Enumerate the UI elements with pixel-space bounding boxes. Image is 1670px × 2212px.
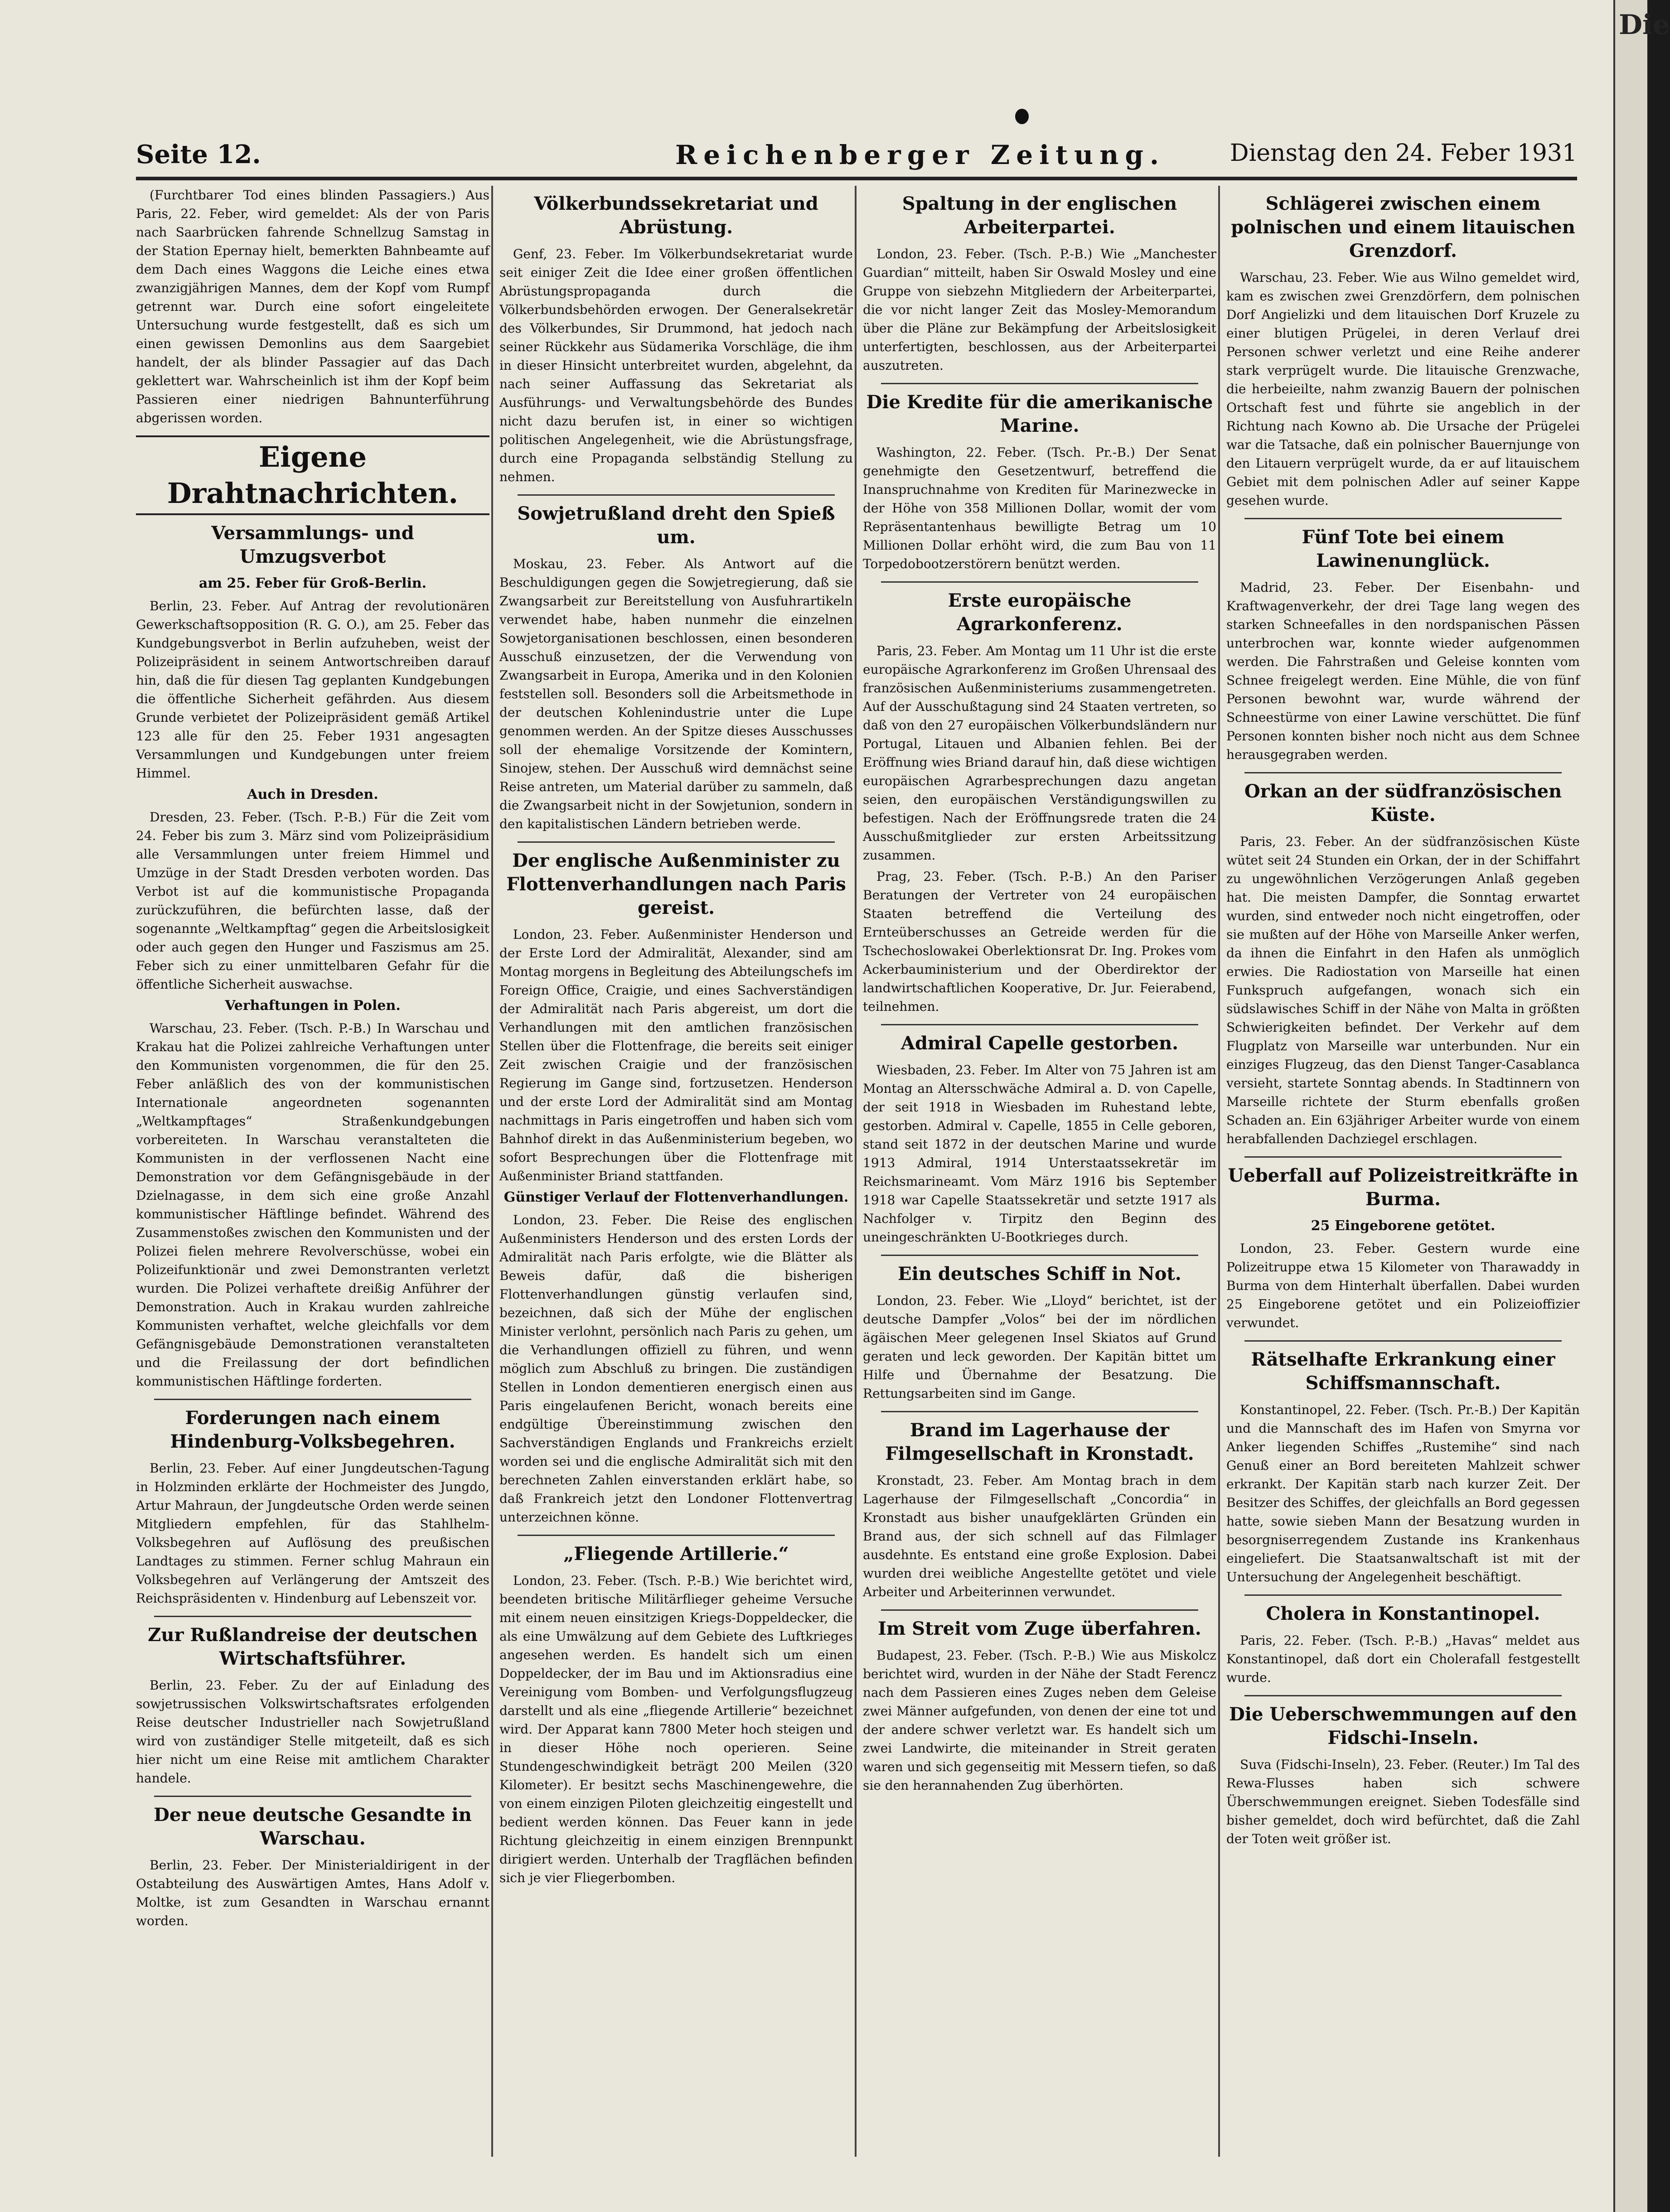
article (1226, 780, 1580, 1148)
article-title: Erste europäische Agrarkonferenz. (948, 590, 1132, 635)
article-body: Paris, 23. Feber. Am Montag um 11 Uhr ist die erste europäische Agrarkonferenz im Großen Uhrensaal des französischen Außenministeriums zusammengetreten. Auf der Ausschußtagung sind 24 Staaten vertreten, so daß von den 27 europäischen Völkerbundsländern nur Portugal, Litauen und Albanien fehlen. Bei der Eröffnung wies Briand darauf hin, daß diese wichtigen europäischen Agrarbesprechungen dazu angetan seien, den europäischen Verständigungswillen zu befestigen. Nach der Eröffnungsrede traten die 24 Ausschußmitglieder zur ersten Arbeitssitzung zusammen. (863, 643, 1216, 863)
article-separator (1244, 1156, 1562, 1158)
article-body: Suva (Fidschi-Inseln), 23. Feber. (Reuter.) Im Tal des Rewa-Flusses haben sich schwere Überschwemmungen ereignet. Sieben Todesfälle sind bisher gemeldet, doch wird befürchtet, daß die Zahl der Toten weit größer ist. (1226, 1757, 1580, 1846)
article-body: Moskau, 23. Feber. Als Antwort auf die Beschuldigungen gegen die Sowjetregierung, daß sie Zwangsarbeit zur Bereitstellung von Ausfuhrartikeln verwendet habe, haben nunmehr die einzelnen Sowjetorganisationen beschlossen, einen besonderen Ausschuß einzusetzen, der die Verwendung von Zwangsarbeit in Europa, Amerika und in den Kolonien feststellen soll. Besonders soll die Arbeitsmethode in der deutschen Kohlenindustrie unter die Lupe genommen werden. An der Spitze dieses Ausschusses soll der ehemalige Vorsitzende der Komintern, Sinojew, stehen. Der Ausschuß wird demnächst seine Reise antreten, um Material darüber zu sammeln, daß die Zwangsarbeit nicht in der Sowjetunion, sondern in den kapitalistischen Ländern betrieben werde. (499, 556, 853, 831)
article-separator (154, 1796, 471, 1797)
article-title: Der englische Außenminister zu Flottenverhandlungen nach Paris gereist. (506, 850, 846, 918)
issue-date: Dienstag den 24. Feber 1931 (1230, 140, 1577, 167)
article-separator (881, 1024, 1198, 1025)
article (863, 1032, 1216, 1246)
article-subtitle: 25 Eingeborene getötet. (1311, 1218, 1496, 1234)
article-body: Washington, 22. Feber. (Tsch. Pr.-B.) Der Senat genehmigte den Gesetzentwurf, betreffend die Inanspruchnahme von Krediten für Marinezwecke in der Höhe von 358 Millionen Dollar, womit der vom Repräsentantenhaus bewilligte Betrag um 10 Millionen Dollar erhöht wird, die zum Bau von 11 Torpedobootzerstörern benützt werden. (863, 445, 1216, 571)
article (863, 1262, 1216, 1403)
article (499, 502, 853, 833)
ink-dot (1015, 109, 1029, 124)
article-title: Brand im Lagerhause der Filmgesellschaft in Kronstadt. (885, 1420, 1194, 1464)
article-separator (881, 581, 1198, 583)
article-body: Madrid, 23. Feber. Der Eisenbahn- und Kraftwagenverkehr, der drei Tage lang wegen des starken Schneefalles in den nordspanischen Pässen unterbrochen war, konnte wieder aufgenommen werden. Die Fahrstraßen und Geleise konnten vom Schnee freigelegt werden. Eine Mühle, die von fünf Personen bewohnt war, wurde während der Schneestürme von einer Lawine verschüttet. Die fünf Personen konnten bisher noch nicht aus dem Schnee herausgegraben werden. (1226, 580, 1580, 762)
article-body: Wiesbaden, 23. Feber. Im Alter von 75 Jahren ist am Montag an Altersschwäche Admiral a. D. von Capelle, der seit 1918 in Wiesbaden im Ruhestand lebte, gestorben. Admiral v. Capelle, 1855 in Celle geboren, stand seit 1872 in der deutschen Marine und wurde 1913 Admiral, 1914 Unterstaatssekretär im Reichsmarineamt. Vom März 1916 bis September 1918 war Capelle Staatssekretär und setzte 1917 als Nachfolger v. Tirpitz den Beginn des uneingeschränkten U-Bootkrieges durch. (863, 1063, 1216, 1245)
column-rule (855, 186, 857, 2157)
article-title: Zur Rußlandreise der deutschen Wirtschaftsführer. (148, 1624, 478, 1669)
article-separator (881, 1411, 1198, 1412)
article-separator (1244, 1340, 1562, 1342)
article-title: Sowjetrußland dreht den Spieß um. (517, 503, 835, 548)
article (863, 1617, 1216, 1795)
article-title: Spaltung in der englischen Arbeiterpartei. (902, 193, 1177, 238)
adjacent-page-text: Die (1619, 9, 1670, 41)
article-subtitle: am 25. Feber für Groß-Berlin. (198, 575, 427, 591)
article (863, 589, 1216, 1016)
article-body: Prag, 23. Feber. (Tsch. P.-B.) An den Pariser Beratungen der Vertreter von 24 europäischen Staaten betreffend die Verteilung des Ernteüberschusses an Getreide werden für die Tschechoslowakei Oberlektionsrat Dr. Ing. Prokes vom Ackerbauministerium und der Oberdirektor der landwirtschaftlichen Kooperative, Dr. Jur. Feierabend, teilnehmen. (863, 869, 1216, 1014)
article-separator (881, 1609, 1198, 1611)
article-title: Die Ueberschwemmungen auf den Fidschi-Inseln. (1229, 1704, 1577, 1748)
article (1226, 1164, 1580, 1332)
article-subtitle: Verhaftungen in Polen. (225, 998, 401, 1014)
article-separator (881, 383, 1198, 384)
article-title: Admiral Capelle gestorben. (900, 1033, 1179, 1054)
article-separator (154, 1616, 471, 1617)
article (863, 1419, 1216, 1601)
article-body: London, 23. Feber. Außenminister Henderson und der Erste Lord der Admiralität, Alexander, sind am Montag morgens in Begleitung des Abteilungschefs im Foreign Office, Craigie, und eines Sachverständigen der Admiralität nach Paris abgereist, um dort die Verhandlungen mit den amtlichen französischen Stellen über die Flottenfrage, die bereits seit einiger Zeit zwischen Craigie und der französischen Regierung im Gange sind, fortzusetzen. Henderson und der erste Lord der Admiralität sind am Montag nachmittags in Paris eingetroffen und haben sich vom Bahnhof direkt in das Außenministerium begeben, wo sofort Besprechungen über die Flottenfrage mit Außenminister Briand stattfanden. (499, 927, 853, 1183)
article-title: Versammlungs- und Umzugsverbot (211, 522, 414, 567)
article-body: London, 23. Feber. (Tsch. P.-B.) Wie berichtet wird, beendeten britische Militärflieger geheime Versuche mit einem neuen einsitzigen Kriegs-Doppeldecker, die als eine Umwälzung auf dem Gebiete des Luftkrieges angesehen werden. Es handelt sich um einen Doppeldecker, der im Bau und im Aktionsradius eine Vereinigung vom Bomben- und Verfolgungsflugzeug darstellt und als eine „fliegende Artillerie“ bezeichnet wird. Der Apparat kann 7800 Meter hoch steigen und in dieser Höhe noch operieren. Seine Stundengeschwindigkeit beträgt 200 Meilen (320 Kilometer). Er besitzt sechs Maschinengewehre, die von einem einzigen Piloten gleichzeitig eingestellt und bedient werden können. Das Feuer kann in jede Richtung gleichzeitig in einem einzigen Brennpunkt dirigiert werden. Unterhalb der Tragflächen befinden sich je vier Fliegerbomben. (499, 1573, 853, 1885)
article-body: Konstantinopel, 22. Feber. (Tsch. Pr.-B.) Der Kapitän und die Mannschaft des im Hafen von Smyrna vor Anker liegenden Schiffes „Rustemihe“ sind nach Genuß einer an Bord bereiteten Mahlzeit schwer erkrankt. Der Kapitän starb nach kurzer Zeit. Der Besitzer des Schiffes, der gleichfalls an Bord gegessen hatte, sowie sieben Mann der Besatzung wurden in besorgniserregendem Zustande ins Krankenhaus eingeliefert. Die Staatsanwaltschaft ist mit der Untersuchung der Angelegenheit beschäftigt. (1226, 1402, 1580, 1584)
article-separator (881, 1255, 1198, 1256)
column-2 (499, 186, 853, 2157)
article (1226, 526, 1580, 764)
article-separator (1244, 518, 1562, 519)
column-1 (136, 186, 489, 2157)
article-title: Schlägerei zwischen einem polnischen und einem litauischen Grenzdorf. (1231, 193, 1575, 261)
article-title: Cholera in Konstantinopel. (1266, 1603, 1540, 1624)
article-body: Warschau, 23. Feber. (Tsch. P.-B.) In Warschau und Krakau hat die Polizei zahlreiche Verhaftungen unter den Kommunisten vorgenommen, die für den 25. Feber anläßlich des von der kommunistischen Internationale angeordneten sogenannten „Weltkampftages“ Straßenkundgebungen vorbereiteten. In Warschau veranstalteten die Kommunisten in der verflossenen Nacht eine Demonstration vor dem Gefängnisgebäude in der Dzielnagasse, in dem sich eine große Anzahl kommunistischer Häftlinge befindet. Während des Zusammenstoßes zwischen den Kommunisten und der Polizei fielen mehrere Revolverschüsse, wobei ein Polizeifunktionär und zwei Demonstranten verletzt wurden. Die Polizei verhaftete dreißig Anführer der Demonstration. Auch in Krakau wurden zahlreiche Kommunisten verhaftet, welche gleichfalls vor dem Gefängnisgebäude Demonstrationen veranstalteten und die Freilassung der dort befindlichen kommunistischen Häftlinge forderten. (136, 1021, 489, 1389)
article-separator (518, 1535, 835, 1536)
article-title: Völkerbundssekretariat und Abrüstung. (534, 193, 818, 238)
article (863, 192, 1216, 375)
article-body: London, 23. Feber. Wie „Lloyd“ berichtet, ist der deutsche Dampfer „Volos“ bei der im nördlichen ägäischen Meer gelegenen Insel Skiatos auf Grund geraten und leck geworden. Der Kapitän bittet um Hilfe und Übernahme der Besatzung. Die Rettungsarbeiten sind im Gange. (863, 1293, 1216, 1401)
article (136, 186, 489, 427)
article-body: Berlin, 23. Feber. Der Ministerialdirigent in der Ostabteilung des Auswärtigen Amtes, Hans Adolf v. Moltke, ist zum Gesandten in Warschau ernannt worden. (136, 1858, 489, 1928)
article-body: Genf, 23. Feber. Im Völkerbundsekretariat wurde seit einiger Zeit die Idee einer großen öffentlichen Abrüstungspropaganda durch die Völkerbundsbehörden erwogen. Der Generalsekretär des Völkerbundes, Sir Drummond, hat jedoch nach seiner Rückkehr aus Südamerika Vorschläge, die ihm in dieser Hinsicht unterbreitet wurden, abgelehnt, da nach seiner Auffassung das Sekretariat als Ausführungs- und Verwaltungsbehörde des Bundes nicht dazu berufen ist, in einer so wichtigen politischen Angelegenheit, wie die Abrüstungsfrage, durch eine Propaganda selbständig Stellung zu nehmen. (499, 246, 853, 484)
article-body: Paris, 22. Feber. (Tsch. P.-B.) „Havas“ meldet aus Konstantinopel, daß dort ein Cholerafall festgestellt wurde. (1226, 1633, 1580, 1685)
article-title: „Fliegende Artillerie.“ (563, 1543, 789, 1565)
article (863, 391, 1216, 573)
article-title: Fünf Tote bei einem Lawinenunglück. (1302, 526, 1505, 571)
article (1226, 1348, 1580, 1586)
article (499, 1542, 853, 1887)
article-title: Forderungen nach einem Hindenburg-Volksbegehren. (170, 1407, 455, 1452)
article-title: Rätselhafte Erkrankung einer Schiffsmannschaft. (1251, 1349, 1555, 1394)
article (499, 192, 853, 486)
article (136, 1406, 489, 1608)
column-3 (863, 186, 1216, 2157)
article (1226, 1703, 1580, 1848)
article (136, 522, 489, 1391)
article-separator (154, 1399, 471, 1400)
article-title: Der neue deutsche Gesandte in Warschau. (154, 1804, 472, 1849)
article-body: London, 23. Feber. (Tsch. P.-B.) Wie „Manchester Guardian“ mitteilt, haben Sir Oswald Mosley und eine Gruppe von siebzehn Mitgliedern der Arbeiterpartei, die vor nicht langer Zeit das Mosley-Memorandum über die Pläne zur Bekämpfung der Arbeitslosigkeit unterfertigten, beschlossen, aus der Arbeiterpartei auszutreten. (863, 246, 1216, 373)
page-number: Seite 12. (136, 140, 261, 169)
article (1226, 192, 1580, 510)
column-rule (491, 186, 493, 2157)
article-title: Orkan an der südfranzösischen Küste. (1244, 781, 1562, 826)
article-body: Berlin, 23. Feber. Auf einer Jungdeutschen-Tagung in Holzminden erklärte der Hochmeister des Jungdo, Artur Mahraun, der Jungdeutsche Orden werde seinen Mitgliedern empfehlen, für das Stahlhelm-Volksbegehren auf Auflösung des preußischen Landtages zu stimmen. Ferner schlug Mahraun ein Volksbegehren auf Verlängerung der Amtszeit des Reichspräsidenten v. Hindenburg auf Lebenszeit vor. (136, 1461, 489, 1606)
article-separator (518, 494, 835, 496)
article-separator (1244, 1594, 1562, 1596)
article-body: Warschau, 23. Feber. Wie aus Wilno gemeldet wird, kam es zwischen zwei Grenzdörfern, dem polnischen Dorf Angielizki und dem litauischen Dorf Kruzele zu einer blutigen Prügelei, in deren Verlauf drei Personen schwer verletzt und eine Reihe anderer stark verprügelt wurde. Die litauische Grenzwache, die herbeieilte, nahm zwanzig Bauern der polnischen Ortschaft fest und führte sie angeblich in der Richtung nach Kowno ab. Die Ursache der Prügelei war die Tatsache, daß ein polnischer Bauernjunge von den Litauern verprügelt wurde, da er auf litauischem Gebiet mit dem polnischen Adler auf seiner Kappe gesehen wurde. (1226, 270, 1580, 508)
article-body: Berlin, 23. Feber. Zu der auf Einladung des sowjetrussischen Volkswirtschaftsrates erfolgenden Reise deutscher Industrieller nach Sowjetrußland wird von zuständiger Stelle mitgeteilt, daß es sich hier nicht um eine Reise mit amtlichem Charakter handele. (136, 1678, 489, 1786)
article-subtitle: Auch in Dresden. (247, 787, 378, 802)
article-body: (Furchtbarer Tod eines blinden Passagiers.) Aus Paris, 22. Feber, wird gemeldet: Als der von Paris nach Saarbrücken fahrende Schnellzug Samstag in der Station Epernay hielt, bemerkten Bahnbeamte auf dem Dach eines Waggons die Leiche eines etwa zwanzigjährigen Mannes, dem der Kopf vom Rumpf getrennt war. Durch eine sofort eingeleitete Untersuchung wurde festgestellt, daß es sich um einen gewissen Demonlins aus dem Saargebiet handelt, der als blinder Passagier auf das Dach geklettert war. Wahrscheinlich ist ihm der Kopf beim Passieren einer niedrigen Bahnunterführung abgerissen worden. (136, 188, 489, 425)
article-body: Berlin, 23. Feber. Auf Antrag der revolutionären Gewerkschaftsopposition (R. G. O.), am 25. Feber das Kundgebungsverbot in Berlin aufzuheben, weist der Polizeipräsident in seinem Antwortschreiben darauf hin, daß die für diesen Tag geplanten Kundgebungen die öffentliche Sicherheit gefährden. Aus diesem Grunde verbietet der Polizeipräsident gemäß Artikel 123 alle für den 25. Feber 1931 angesagten Versammlungen und Kundgebungen unter freiem Himmel. (136, 599, 489, 781)
article-body: Kronstadt, 23. Feber. Am Montag brach in dem Lagerhause der Filmgesellschaft „Concordia“ in Kronstadt aus bisher unaufgeklärten Gründen ein Brand aus, der sich schnell auf das Filmlager ausdehnte. Es entstand eine große Explosion. Dabei wurden drei weibliche Angestellte getötet und viele Arbeiter und Arbeiterinnen verwundet. (863, 1473, 1216, 1599)
article-separator (518, 841, 835, 843)
article-title: Ueberfall auf Polizeistreitkräfte in Burma. (1228, 1165, 1578, 1210)
article-body: Budapest, 23. Feber. (Tsch. P.-B.) Wie aus Miskolcz berichtet wird, wurden in der Nähe der Stadt Ferencz nach dem Passieren eines Zuges neben dem Geleise zwei Männer aufgefunden, von denen der eine tot und der andere schwer verletzt war. Es handelt sich um zwei Landwirte, die miteinander in Streit geraten waren und sich gegenseitig mit Messern tiefen, so daß sie den herannahenden Zug überhörten. (863, 1648, 1216, 1793)
article-title: Die Kredite für die amerikanische Marine. (866, 391, 1213, 436)
article-separator (1244, 772, 1562, 773)
article (499, 849, 853, 1526)
article-title: Im Streit vom Zuge überfahren. (878, 1618, 1201, 1639)
article-subtitle: Günstiger Verlauf der Flottenverhandlungen. (503, 1189, 849, 1205)
newspaper-title: Reichenberger Zeitung. (675, 140, 1166, 170)
article-title: Ein deutsches Schiff in Not. (898, 1263, 1181, 1285)
adjacent-page-edge (1613, 0, 1670, 2212)
section-title: Eigene Drahtnachrichten. (136, 435, 489, 515)
article-separator (1244, 1695, 1562, 1696)
column-rule (1218, 186, 1220, 2157)
article (136, 1623, 489, 1787)
article-body: Paris, 23. Feber. An der südfranzösischen Küste wütet seit 24 Stunden ein Orkan, der in der Schiffahrt zu ungewöhnlichen Verzögerungen Anlaß gegeben hat. Die meisten Dampfer, die Sonntag erwartet wurden, sind entweder noch nicht eingetroffen, oder sie mußten auf der Höhe von Marseille Anker werfen, da ihnen die Einfahrt in den Hafen als unmöglich erwies. Die Radiostation von Marseille hat einen Funkspruch aufgefangen, wonach sich ein südslawisches Schiff in der Nähe von Malta in größten Schwierigkeiten befindet. Der Verkehr auf dem Flugplatz von Marseille war unterbunden. Nur ein einziges Flugzeug, das den Dienst Tanger-Casablanca versieht, startete Sonntag abends. In Stadtinnern von Marseille richtete der Sturm ebenfalls großen Schaden an. Ein 63jähriger Arbeiter wurde von einem herabfallenden Dachziegel erschlagen. (1226, 834, 1580, 1146)
page-header (136, 136, 1577, 180)
article (1226, 1602, 1580, 1687)
article-body: London, 23. Feber. Die Reise des englischen Außenministers Henderson und des ersten Lords der Admiralität nach Paris erfolgte, wie die Blätter als Beweis dafür, daß die bisherigen Flottenverhandlungen günstig verlaufen sind, bezeichnen, daß sich der Mühe der englischen Minister verlohnt, persönlich nach Paris zu gehen, um die Verhandlungen offiziell zu führen, und wenn möglich zum Abschluß zu bringen. Die zuständigen Stellen in London dementieren energisch einen aus Paris eingelaufenen Bericht, wonach bereits eine endgültige Übereinstimmung zwischen den Sachverständigen Englands und Frankreichs erzielt worden sei und die englische Admiralität sich mit den berechneten Zahlen einverstanden erklärt habe, so daß Frankreich jetzt den Londoner Flottenvertrag unterzeichnen könne. (499, 1212, 853, 1525)
article (136, 1803, 489, 1930)
article-body: Dresden, 23. Feber. (Tsch. P.-B.) Für die Zeit vom 24. Feber bis zum 3. März sind vom Polizeipräsidium alle Versammlungen unter freiem Himmel und Umzüge in der Stadt Dresden verboten worden. Das Verbot ist auf die kommunistische Propaganda zurückzuführen, die befürchten lasse, daß der sogenannte „Weltkampftag“ gegen die Arbeitslosigkeit oder auch gegen den Hunger und Faszismus am 25. Feber sich zu einer unmittelbaren Gefahr für die öffentliche Sicherheit auswachse. (136, 810, 489, 992)
column-4 (1226, 186, 1580, 2157)
article-body: London, 23. Feber. Gestern wurde eine Polizeitruppe etwa 15 Kilometer von Tharawaddy in Burma von dem Hinterhalt überfallen. Dabei wurden 25 Eingeborene getötet und ein Polizeioffizier verwundet. (1226, 1241, 1580, 1330)
